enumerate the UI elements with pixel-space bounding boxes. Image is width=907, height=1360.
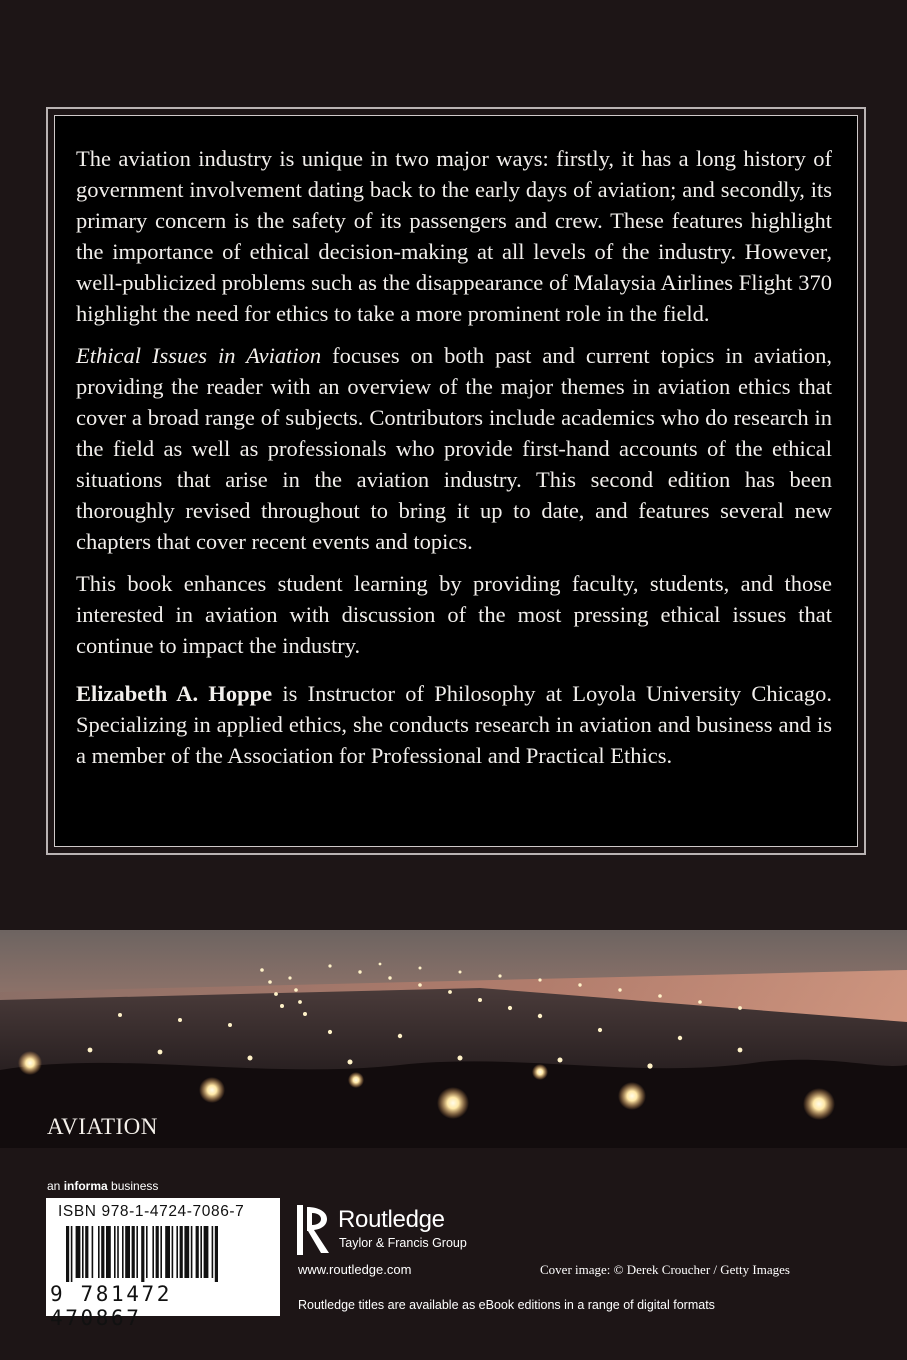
isbn-text: ISBN 978-1-4724-7086-7 xyxy=(58,1203,245,1220)
barcode-digits: 9 781472 470867 xyxy=(50,1282,172,1330)
barcode-bar xyxy=(204,1226,209,1278)
barcode-bar xyxy=(98,1226,100,1278)
informa-suffix: business xyxy=(107,1179,159,1193)
barcode-bar xyxy=(117,1226,119,1278)
author-name: Elizabeth A. Hoppe xyxy=(76,681,273,706)
informa-line xyxy=(47,1179,158,1193)
barcode-bar xyxy=(125,1226,130,1278)
cover-image-credit: Cover image: © Derek Croucher / Getty Images xyxy=(540,1262,790,1277)
barcode-bar xyxy=(92,1226,94,1278)
barcode-bar xyxy=(114,1226,116,1278)
barcode-bar xyxy=(122,1226,124,1278)
barcode-bar xyxy=(184,1226,189,1278)
blurb-text xyxy=(76,143,832,782)
author-bio-text: is Instructor of Philosophy at Loyola University Chicago. Specializing in applied ethics, she conducts research in aviation and business and is a member of the Association for Professional and Practical Ethics. xyxy=(76,681,832,768)
blurb-paragraph-1: The aviation industry is unique in two major ways: firstly, it has a long history of government involvement dating back to the early days of aviation; and secondly, its primary concern is the safety of its passengers and crew. These features highlight the importance of ethical decision-making at all levels of the industry. However, well-publicized problems such as the disappearance of Malaysia Airlines Flight 370 highlight the need for ethics to take a more prominent role in the field. xyxy=(76,146,832,326)
barcode-bar xyxy=(152,1226,154,1278)
barcode-bar xyxy=(156,1226,159,1278)
informa-prefix: an xyxy=(47,1179,64,1193)
barcode-bar xyxy=(132,1226,135,1278)
barcode-bar xyxy=(180,1226,183,1278)
routledge-logo-icon xyxy=(297,1205,331,1255)
barcode-bar xyxy=(76,1226,81,1278)
informa-brand: informa xyxy=(63,1179,108,1193)
barcode-bar xyxy=(141,1226,144,1282)
blurb-paragraph-2 xyxy=(76,340,832,557)
blurb-paragraph-3: This book enhances student learning by providing faculty, students, and those interested in aviation with discussion of the most pressing ethical issues that continue to impact the industry. xyxy=(76,571,832,658)
barcode-bar xyxy=(165,1226,170,1278)
barcode-bar xyxy=(172,1226,174,1278)
category-label: AVIATION xyxy=(47,1114,158,1139)
ebook-note: Routledge titles are available as eBook editions in a range of digital formats xyxy=(298,1298,715,1312)
barcode-bar xyxy=(106,1226,111,1278)
barcode-bar xyxy=(66,1226,69,1282)
barcode-bar xyxy=(196,1226,199,1278)
barcode-bar xyxy=(191,1226,193,1278)
barcode-bar xyxy=(82,1226,84,1278)
blurb-paragraph-2-text: focuses on both past and current topics in aviation, providing the reader with an overview of the major themes in aviation ethics that cover a broad range of subjects. Contributors include academics who do research in the field as well as professionals who provide first-hand accounts of the ethical situations that arise in the aviation industry. This second edition has been thoroughly revised throughout to bring it up to date, and features several new chapters that cover recent events and topics. xyxy=(76,343,832,554)
barcode-bar xyxy=(101,1226,104,1278)
barcode-bars xyxy=(66,1226,272,1282)
barcode-bar xyxy=(215,1226,218,1282)
barcode-bar xyxy=(136,1226,138,1278)
publisher-website: www.routledge.com xyxy=(298,1262,412,1277)
book-title: Ethical Issues in Aviation xyxy=(76,343,322,368)
publisher-group: Taylor & Francis Group xyxy=(339,1236,467,1250)
barcode-bar xyxy=(146,1226,148,1278)
barcode-bar xyxy=(85,1226,88,1278)
barcode-bar xyxy=(160,1226,162,1278)
barcode-bar xyxy=(212,1226,214,1278)
barcode-bar xyxy=(176,1226,178,1278)
author-bio xyxy=(76,678,832,771)
barcode-bar xyxy=(71,1226,73,1282)
barcode-bar xyxy=(200,1226,202,1278)
publisher-name: Routledge xyxy=(338,1206,445,1233)
